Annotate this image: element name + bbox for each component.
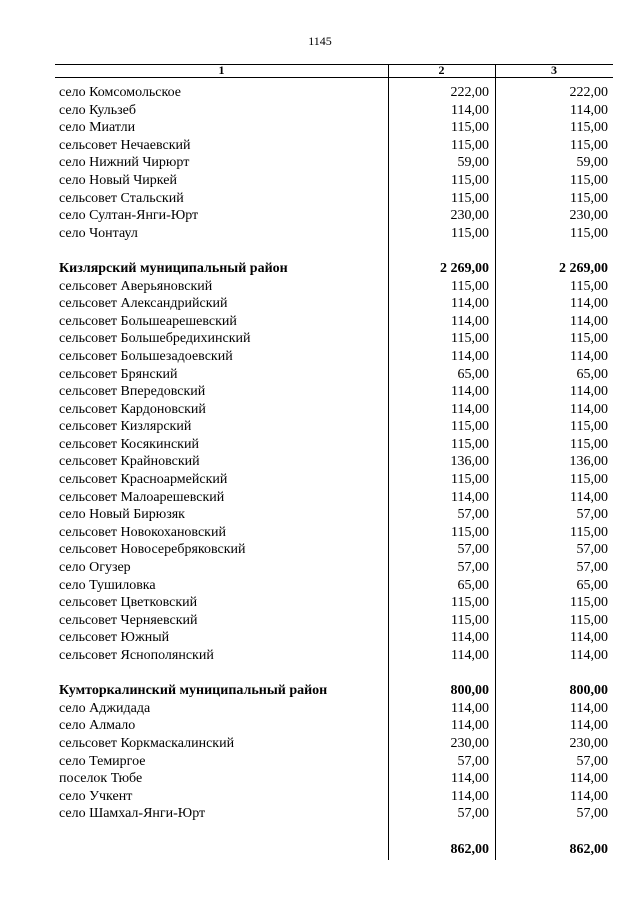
table-row bbox=[55, 102, 613, 120]
value-col2: 114,00 bbox=[451, 648, 489, 663]
table-row bbox=[55, 172, 613, 190]
table-row bbox=[55, 735, 613, 753]
settlement-name: село Миатли bbox=[59, 120, 136, 136]
district-name: Кизлярский муниципальный район bbox=[59, 260, 288, 276]
value-col2: 65,00 bbox=[457, 577, 489, 593]
table-row bbox=[55, 348, 613, 366]
settlement-name: сельсовет Красноармейский bbox=[59, 472, 228, 488]
value-col3: 115,00 bbox=[570, 612, 608, 628]
value-col3: 59,00 bbox=[576, 155, 608, 171]
value-col3: 115,00 bbox=[570, 419, 608, 435]
table-row bbox=[55, 717, 613, 735]
table-row bbox=[55, 190, 613, 208]
settlement-name: сельсовет Южный bbox=[59, 630, 170, 646]
value-col3: 114,00 bbox=[570, 630, 608, 646]
value-col2: 115,00 bbox=[451, 137, 489, 153]
table-row bbox=[55, 629, 613, 647]
table-row bbox=[55, 225, 613, 243]
settlement-name: сельсовет Нечаевский bbox=[59, 137, 191, 153]
value-col3: 114,00 bbox=[570, 313, 608, 329]
value-col2: 230,00 bbox=[450, 208, 489, 224]
value-col3: 57,00 bbox=[576, 753, 608, 769]
value-col3: 230,00 bbox=[569, 208, 608, 224]
settlement-name: сельсовет Косякинский bbox=[59, 436, 199, 452]
value-col2: 115,00 bbox=[451, 472, 489, 488]
value-col2: 115,00 bbox=[451, 172, 489, 188]
value-col2: 136,00 bbox=[450, 454, 489, 470]
value-col2: 114,00 bbox=[451, 489, 489, 505]
value-col2: 115,00 bbox=[451, 524, 489, 540]
table-row bbox=[55, 453, 613, 471]
value-col2: 114,00 bbox=[451, 771, 489, 787]
table-row bbox=[55, 805, 613, 823]
value-col2: 115,00 bbox=[451, 595, 489, 611]
total-row bbox=[55, 842, 613, 860]
value-col3: 115,00 bbox=[570, 331, 608, 347]
value-col2: 57,00 bbox=[457, 542, 489, 558]
settlement-name: сельсовет Большезадоевский bbox=[59, 348, 233, 364]
spacer bbox=[55, 665, 613, 683]
allocation-table bbox=[55, 64, 613, 860]
settlement-name: сельсовет Коркмаскалинский bbox=[59, 735, 235, 751]
settlement-name: сельсовет Большебредихинский bbox=[59, 331, 251, 347]
table-row bbox=[55, 471, 613, 489]
value-col2: 222,00 bbox=[450, 85, 489, 100]
value-col3: 115,00 bbox=[570, 524, 608, 540]
settlement-name: сельсовет Большеарешевский bbox=[59, 313, 237, 329]
settlement-name: сельсовет Стальский bbox=[59, 190, 184, 206]
value-col2: 115,00 bbox=[451, 120, 489, 136]
table-row bbox=[55, 119, 613, 137]
table-row bbox=[55, 295, 613, 313]
value-col3: 57,00 bbox=[576, 542, 608, 558]
table-row bbox=[55, 207, 613, 225]
settlement-name: село Алмало bbox=[59, 718, 136, 734]
settlement-name: село Учкент bbox=[59, 788, 133, 804]
settlement-name: село Новый Бирюзяк bbox=[59, 507, 185, 523]
value-col3: 114,00 bbox=[570, 489, 608, 505]
table-row bbox=[55, 788, 613, 806]
value-col2: 57,00 bbox=[457, 560, 489, 576]
settlement-name: сельсовет Малоарешевский bbox=[59, 489, 225, 505]
value-col2: 65,00 bbox=[457, 366, 489, 382]
value-col2: 115,00 bbox=[451, 278, 489, 294]
settlement-name: село Шамхал-Янги-Юрт bbox=[59, 806, 206, 822]
value-col3: 114,00 bbox=[570, 648, 608, 663]
value-col2: 57,00 bbox=[457, 753, 489, 769]
settlement-name: село Тушиловка bbox=[59, 577, 156, 593]
value-col2: 57,00 bbox=[457, 507, 489, 523]
value-col3: 114,00 bbox=[570, 771, 608, 787]
page-number: 1145 bbox=[308, 34, 332, 48]
table-row bbox=[55, 594, 613, 612]
table-row bbox=[55, 84, 613, 102]
settlement-name: село Аджидада bbox=[59, 700, 151, 716]
table-row bbox=[55, 612, 613, 630]
settlement-name: село Нижний Чирюрт bbox=[59, 155, 190, 171]
table-row bbox=[55, 770, 613, 788]
value-col2: 114,00 bbox=[451, 718, 489, 734]
table-row bbox=[55, 436, 613, 454]
settlement-name: сельсовет Впередовский bbox=[59, 384, 206, 400]
table-row bbox=[55, 401, 613, 419]
value-col3: 115,00 bbox=[570, 120, 608, 136]
settlement-name: село Темиргое bbox=[59, 753, 146, 769]
district-row-kizlyar bbox=[55, 260, 613, 278]
settlement-name: сельсовет Черняевский bbox=[59, 612, 198, 628]
value-col3: 230,00 bbox=[569, 735, 608, 751]
table-row bbox=[55, 137, 613, 155]
district-row-kumtorkala bbox=[55, 682, 613, 700]
settlement-name: село Огузер bbox=[59, 560, 131, 576]
settlements-block-2 bbox=[55, 278, 613, 665]
value-col2: 115,00 bbox=[451, 331, 489, 347]
value-col3: 115,00 bbox=[570, 436, 608, 452]
table-row bbox=[55, 154, 613, 172]
table-row bbox=[55, 313, 613, 331]
table-row bbox=[55, 278, 613, 296]
value-col2: 115,00 bbox=[451, 225, 489, 241]
table-header bbox=[55, 64, 613, 77]
value-col3: 114,00 bbox=[570, 788, 608, 804]
settlement-name: сельсовет Новосеребряковский bbox=[59, 542, 246, 558]
spacer bbox=[55, 242, 613, 260]
value-col2: 115,00 bbox=[451, 419, 489, 435]
value-col3: 57,00 bbox=[576, 560, 608, 576]
value-col2: 59,00 bbox=[457, 155, 489, 171]
table-row bbox=[55, 647, 613, 665]
value-col2: 115,00 bbox=[451, 436, 489, 452]
settlement-name: село Комсомольское bbox=[59, 85, 182, 100]
total-value-col2: 862,00 bbox=[450, 842, 489, 857]
value-col2: 114,00 bbox=[451, 384, 489, 400]
value-col3: 65,00 bbox=[576, 577, 608, 593]
column-header-1: 1 bbox=[218, 63, 225, 77]
settlements-block-1 bbox=[55, 84, 613, 242]
value-col2: 114,00 bbox=[451, 313, 489, 329]
value-col3: 115,00 bbox=[570, 472, 608, 488]
district-value-col3: 2 269,00 bbox=[559, 260, 608, 276]
settlement-name: сельсовет Новокохановский bbox=[59, 524, 226, 540]
settlement-name: сельсовет Кизлярский bbox=[59, 419, 192, 435]
table-row bbox=[55, 577, 613, 595]
value-col3: 222,00 bbox=[569, 85, 608, 100]
settlement-name: сельсовет Цветковский bbox=[59, 595, 198, 611]
value-col3: 114,00 bbox=[570, 401, 608, 417]
value-col3: 115,00 bbox=[570, 278, 608, 294]
settlement-name: сельсовет Кардоновский bbox=[59, 401, 206, 417]
value-col2: 230,00 bbox=[450, 735, 489, 751]
value-col3: 114,00 bbox=[570, 718, 608, 734]
district-value-col3: 800,00 bbox=[569, 683, 608, 699]
table-body bbox=[55, 84, 613, 823]
value-col2: 115,00 bbox=[451, 612, 489, 628]
settlement-name: сельсовет Аверьяновский bbox=[59, 278, 213, 294]
value-col3: 57,00 bbox=[576, 507, 608, 523]
settlement-name: сельсовет Яснополянский bbox=[59, 648, 214, 663]
value-col3: 114,00 bbox=[570, 700, 608, 716]
value-col2: 114,00 bbox=[451, 700, 489, 716]
settlement-name: село Чонтаул bbox=[59, 225, 138, 241]
table-row bbox=[55, 700, 613, 718]
value-col3: 114,00 bbox=[570, 102, 608, 118]
table-row bbox=[55, 559, 613, 577]
value-col3: 115,00 bbox=[570, 595, 608, 611]
value-col2: 114,00 bbox=[451, 348, 489, 364]
district-value-col2: 2 269,00 bbox=[440, 260, 489, 276]
district-value-col2: 800,00 bbox=[450, 683, 489, 699]
value-col2: 57,00 bbox=[457, 806, 489, 822]
table-row bbox=[55, 383, 613, 401]
value-col3: 115,00 bbox=[570, 225, 608, 241]
value-col2: 114,00 bbox=[451, 102, 489, 118]
settlement-name: сельсовет Крайновский bbox=[59, 454, 200, 470]
table-row bbox=[55, 506, 613, 524]
value-col2: 114,00 bbox=[451, 401, 489, 417]
total-value-col3: 862,00 bbox=[569, 842, 608, 857]
settlements-block-3 bbox=[55, 700, 613, 823]
settlement-name: сельсовет Александрийский bbox=[59, 296, 228, 312]
district-name: Кумторкалинский муниципальный район bbox=[59, 683, 328, 699]
value-col3: 65,00 bbox=[576, 366, 608, 382]
table-row bbox=[55, 418, 613, 436]
value-col3: 114,00 bbox=[570, 296, 608, 312]
settlement-name: село Султан-Янги-Юрт bbox=[59, 208, 199, 224]
value-col2: 114,00 bbox=[451, 296, 489, 312]
value-col3: 114,00 bbox=[570, 348, 608, 364]
settlement-name: село Кульзеб bbox=[59, 102, 136, 118]
value-col3: 115,00 bbox=[570, 137, 608, 153]
table-row bbox=[55, 366, 613, 384]
value-col3: 115,00 bbox=[570, 190, 608, 206]
column-header-2: 2 bbox=[438, 63, 445, 77]
table-row bbox=[55, 541, 613, 559]
value-col2: 114,00 bbox=[451, 630, 489, 646]
value-col3: 115,00 bbox=[570, 172, 608, 188]
table-row bbox=[55, 330, 613, 348]
value-col3: 114,00 bbox=[570, 384, 608, 400]
column-header-3: 3 bbox=[551, 63, 557, 77]
table-row bbox=[55, 489, 613, 507]
settlement-name: сельсовет Брянский bbox=[59, 366, 178, 382]
value-col2: 114,00 bbox=[451, 788, 489, 804]
settlement-name: поселок Тюбе bbox=[59, 771, 143, 787]
table-row bbox=[55, 524, 613, 542]
table-row bbox=[55, 753, 613, 771]
value-col2: 115,00 bbox=[451, 190, 489, 206]
value-col3: 57,00 bbox=[576, 806, 608, 822]
settlement-name: село Новый Чиркей bbox=[59, 172, 177, 188]
value-col3: 136,00 bbox=[569, 454, 608, 470]
